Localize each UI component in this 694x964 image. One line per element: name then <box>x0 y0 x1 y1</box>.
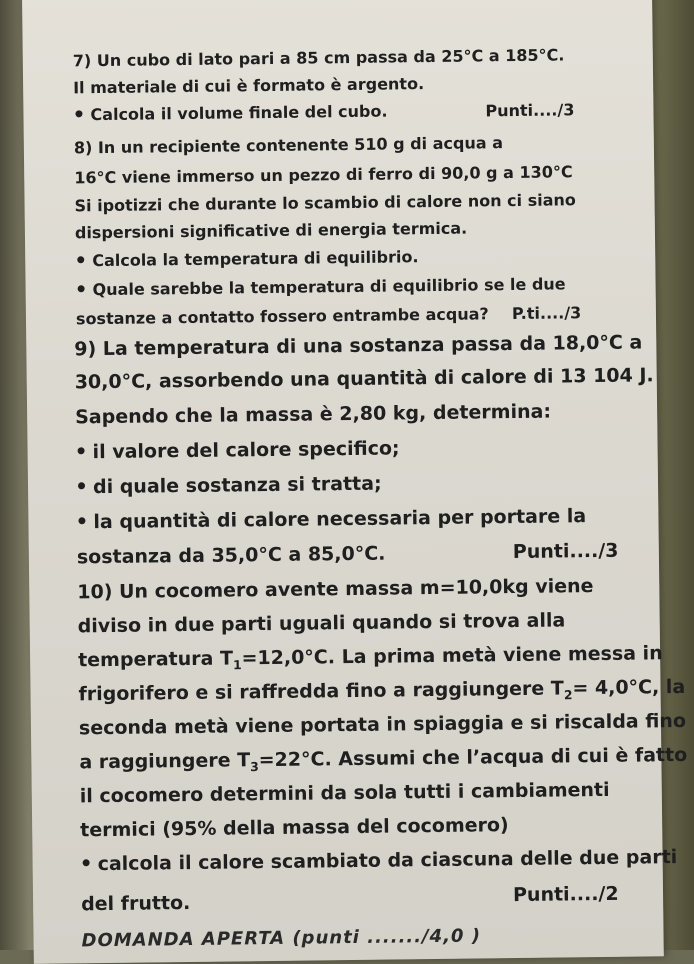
q10-t2-subscript: 2 <box>563 688 573 703</box>
q9-bullet-1 <box>77 437 399 463</box>
q10-line-6-b: =22°C. Assumi che l’acqua di cui è fatto <box>258 743 688 772</box>
q10-line-6-a: a raggiungere T <box>79 749 251 774</box>
q9-line-4: sostanza da 35,0°C a 85,0°C. <box>76 542 386 569</box>
q8-line-3: Si ipotizzi che durante lo scambio di calore non ci siano <box>74 190 576 216</box>
q10-line-4-b: = 4,0°C, la <box>572 675 686 700</box>
q8-bullet-2-text: Quale sarebbe la temperatura di equilibrio se le due <box>92 274 566 300</box>
q8-line-2: 16°C viene immerso un pezzo di ferro di 90,0 g a 130°C <box>74 162 573 188</box>
q9-bullet-2 <box>78 473 382 499</box>
q7-bullet <box>75 102 387 125</box>
q10-line-4 <box>78 676 685 708</box>
q10-line-1: 10) Un cocomero avente massa m=10,0kg viene <box>77 575 594 604</box>
q10-points: Punti..../2 <box>512 882 619 907</box>
q10-line-6 <box>79 744 687 776</box>
worksheet-page <box>22 0 688 964</box>
q8-line-4: dispersioni significative di energia termica. <box>74 218 468 243</box>
q9-line-1: 9) La temperatura di una sostanza passa da 18,0°C a <box>74 331 643 361</box>
q10-line-3-a: temperatura T <box>78 647 234 672</box>
q10-line-4-a: frigorifero e si raffredda fino a raggiungere T <box>78 677 564 706</box>
q9-bullet-2-text: di quale sostanza si tratta; <box>92 472 382 499</box>
q10-line-2: diviso in due parti uguali quando si trova alla <box>77 609 566 638</box>
q10-t1-subscript: 1 <box>232 658 242 673</box>
q7-points: Punti..../3 <box>485 100 575 121</box>
q7-line-2: Il materiale di cui è formato è argento. <box>73 74 425 98</box>
q10-line-8: termici (95% della massa del cocomero) <box>80 814 509 842</box>
q10-t3-subscript: 3 <box>250 759 259 775</box>
q7-line-1: 7) Un cubo di lato pari a 85 cm passa da 25°C a 185°C. <box>72 45 565 71</box>
q9-bullet-3 <box>78 505 586 533</box>
q10-line-7: il cocomero determini da sola tutti i cambiamenti <box>79 778 610 808</box>
q10-bullet-text: calcola il calore scambiato da ciascuna delle due parti <box>97 846 678 876</box>
q8-bullet-2 <box>78 274 566 299</box>
q9-bullet-1-text: il valore del calore specifico; <box>92 437 400 464</box>
q10-line-9: del frutto. <box>80 892 191 916</box>
q9-line-3: Sapendo che la massa è 2,80 kg, determina: <box>75 400 552 429</box>
q10-line-3-b: =12,0°C. La prima metà viene messa in <box>241 642 663 670</box>
q9-line-2: 30,0°C, assorbendo una quantità di calore di 13 104 J. <box>74 364 654 394</box>
q10-bullet <box>83 846 678 875</box>
q7-bullet-text: Calcola il volume finale del cubo. <box>90 101 388 125</box>
q8-line-5: sostanze a contatto fossero entrambe acqua? <box>75 304 489 329</box>
q9-points: Punti..../3 <box>512 539 619 564</box>
q8-points: P.ti..../3 <box>511 303 582 324</box>
q8-line-1: 8) In un recipiente contenente 510 g di acqua a <box>73 133 504 158</box>
q10-line-3 <box>78 642 663 674</box>
q8-bullet-1-text: Calcola la temperatura di equilibrio. <box>92 247 419 271</box>
open-question-header: DOMANDA APERTA (punti ......./4,0 ) <box>81 925 482 952</box>
q10-line-5: seconda metà viene portata in spiaggia e si riscalda fino <box>78 709 687 740</box>
q8-bullet-1 <box>77 247 418 270</box>
q9-bullet-3-text: la quantità di calore necessaria per portare la <box>93 505 587 534</box>
